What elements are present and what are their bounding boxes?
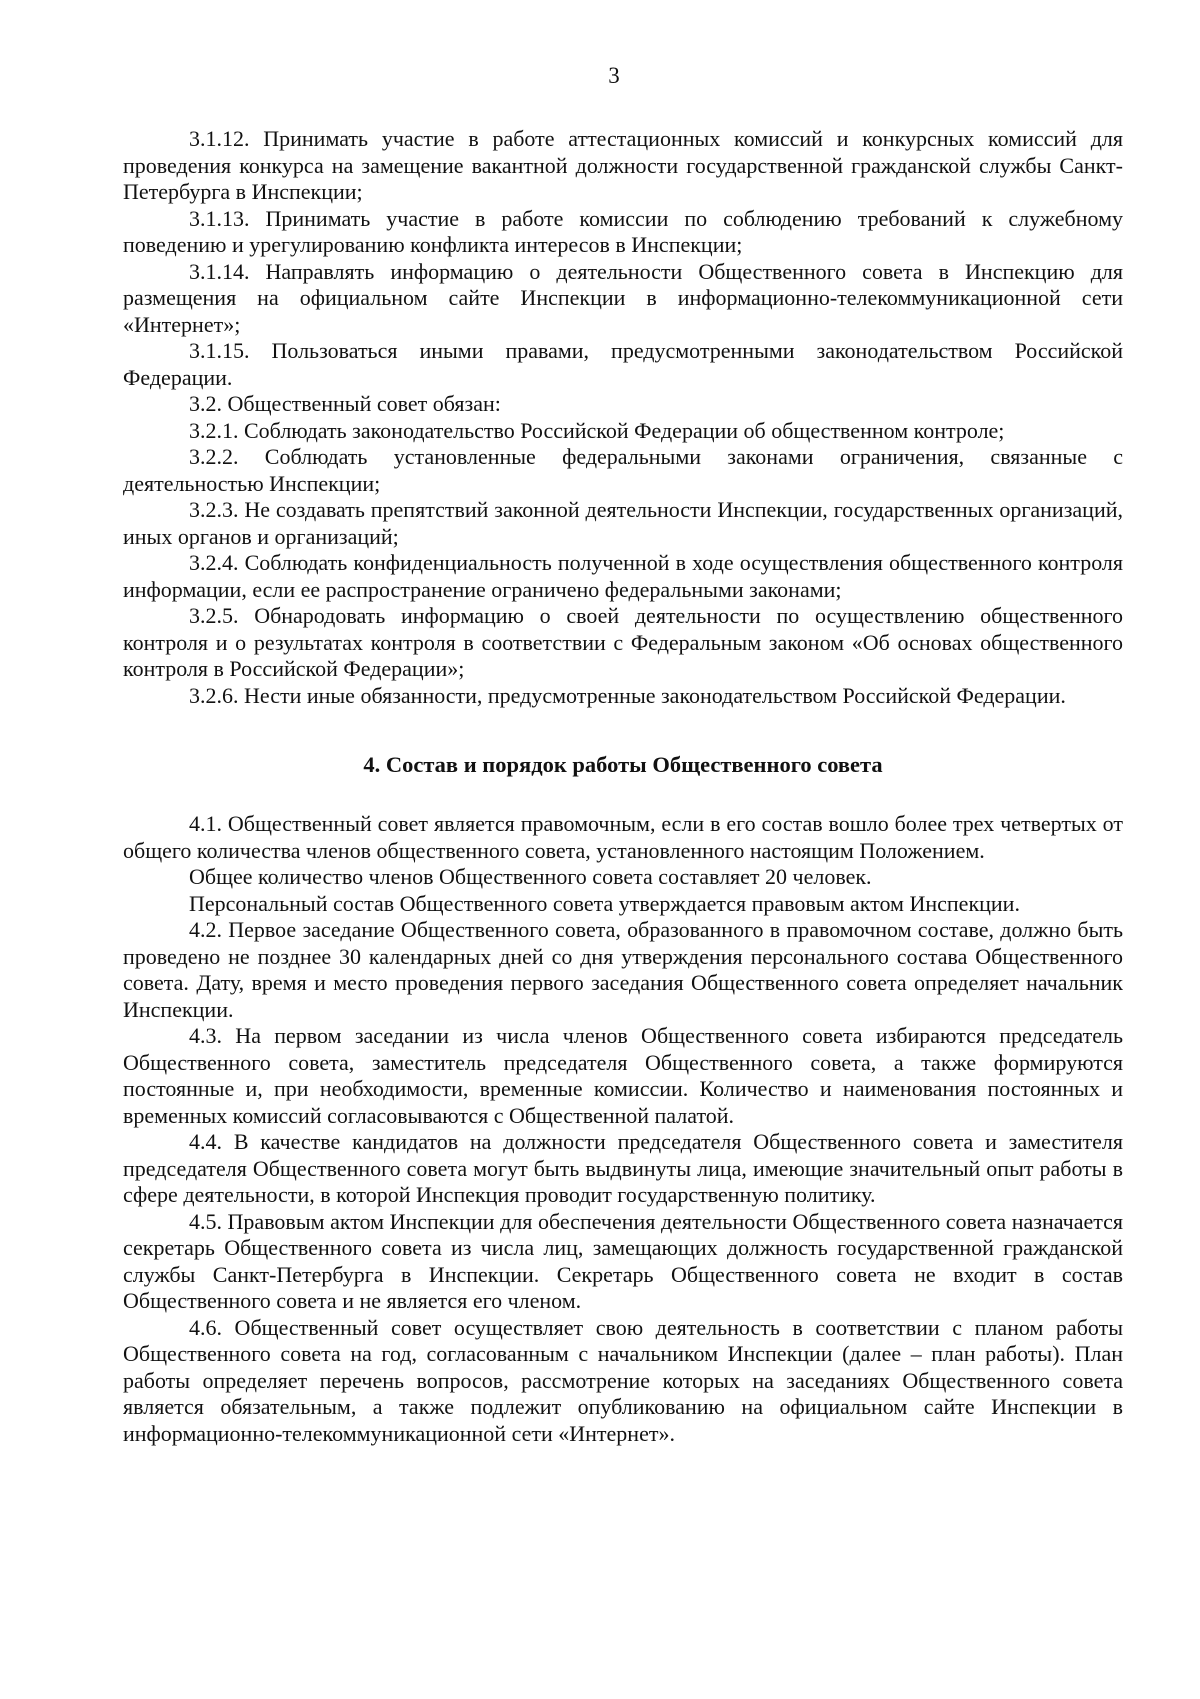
paragraph-personal-composition: Персональный состав Общественного совета утверждается правовым актом Инспекции. (189, 890, 1020, 916)
paragraph-member-count: Общее количество членов Общественного совета составляет 20 человек. (189, 864, 872, 889)
paragraph-3-2-5: 3.2.5. Обнародовать информацию о своей деятельности по осуществлению общественного контроля и о результатах контроля в соответствии с Федеральным законом «Об основах общественного контроля в Российской Федерации»; (123, 603, 1123, 681)
paragraph-3-2-2: 3.2.2. Соблюдать установленные федеральными законами ограничения, связанные с деятельностью Инспекции; (123, 444, 1123, 496)
page-number: 3 (608, 63, 620, 88)
paragraph-4-3: 4.3. На первом заседании из числа членов Общественного совета избираются председатель Общественного совета, заместитель председателя Общественного совета, а также формируются постоянные и, при необходимости, временные комиссии. Количество и наименования постоянных и временных комиссий согласовываются с Общественной палатой. (123, 1023, 1123, 1128)
paragraph-3-2-6: 3.2.6. Нести иные обязанности, предусмотренные законодательством Российской Федерации. (189, 682, 1066, 708)
paragraph-3-1-15: 3.1.15. Пользоваться иными правами, предусмотренными законодательством Российской Федерации. (123, 338, 1123, 390)
paragraph-4-1: 4.1. Общественный совет является правомочным, если в его состав вошло более трех четвертых от общего количества членов общественного совета, установленного настоящим Положением. (123, 811, 1123, 863)
paragraph-3-1-13: 3.1.13. Принимать участие в работе комиссии по соблюдению требований к служебному поведению и урегулированию конфликта интересов в Инспекции; (123, 205, 1123, 257)
paragraph-3-1-12: 3.1.12. Принимать участие в работе аттестационных комиссий и конкурсных комиссий для проведения конкурса на замещение вакантной должности государственной гражданской службы Санкт-Петербурга в Инспекции; (123, 126, 1123, 204)
paragraph-3-1-14: 3.1.14. Направлять информацию о деятельности Общественного совета в Инспекцию для размещения на официальном сайте Инспекции в информационно-телекоммуникационной сети «Интернет»; (123, 258, 1123, 337)
document-body (123, 126, 1123, 1447)
paragraph-4-5: 4.5. Правовым актом Инспекции для обеспечения деятельности Общественного совета назначается секретарь Общественного совета из числа лиц, замещающих должность государственной гражданской службы Санкт-Петербурга в Инспекции. Секретарь Общественного совета не входит в состав Общественного совета и не является его членом. (123, 1208, 1123, 1313)
paragraph-3-2: 3.2. Общественный совет обязан: (189, 391, 501, 416)
paragraph-3-2-4: 3.2.4. Соблюдать конфиденциальность полученной в ходе осуществления общественного контроля информации, если ее распространение ограничено федеральными законами; (123, 550, 1123, 602)
section-4-heading: 4. Состав и порядок работы Общественного совета (363, 752, 883, 777)
paragraph-4-4: 4.4. В качестве кандидатов на должности председателя Общественного совета и заместителя председателя Общественного совета могут быть выдвинуты лица, имеющие значительный опыт работы в сфере деятельности, в которой Инспекция проводит государственную политику. (123, 1129, 1123, 1207)
paragraph-4-2: 4.2. Первое заседание Общественного совета, образованного в правомочном составе, должно быть проведено не позднее 30 календарных дней со дня утверждения персонального состава Общественного совета. Дату, время и место проведения первого заседания Общественного совета определяет начальник Инспекции. (123, 917, 1123, 1022)
paragraph-3-2-1: 3.2.1. Соблюдать законодательство Российской Федерации об общественном контроле; (189, 417, 1005, 443)
paragraph-4-6: 4.6. Общественный совет осуществляет свою деятельность в соответствии с планом работы Общественного совета на год, согласованным с начальником Инспекции (далее – план работы). План работы определяет перечень вопросов, рассмотрение которых на заседаниях Общественного совета является обязательным, а также подлежит опубликованию на официальном сайте Инспекции в информационно-телекоммуникационной сети «Интернет». (123, 1314, 1123, 1446)
paragraph-3-2-3: 3.2.3. Не создавать препятствий законной деятельности Инспекции, государственных организаций, иных органов и организаций; (123, 497, 1123, 549)
